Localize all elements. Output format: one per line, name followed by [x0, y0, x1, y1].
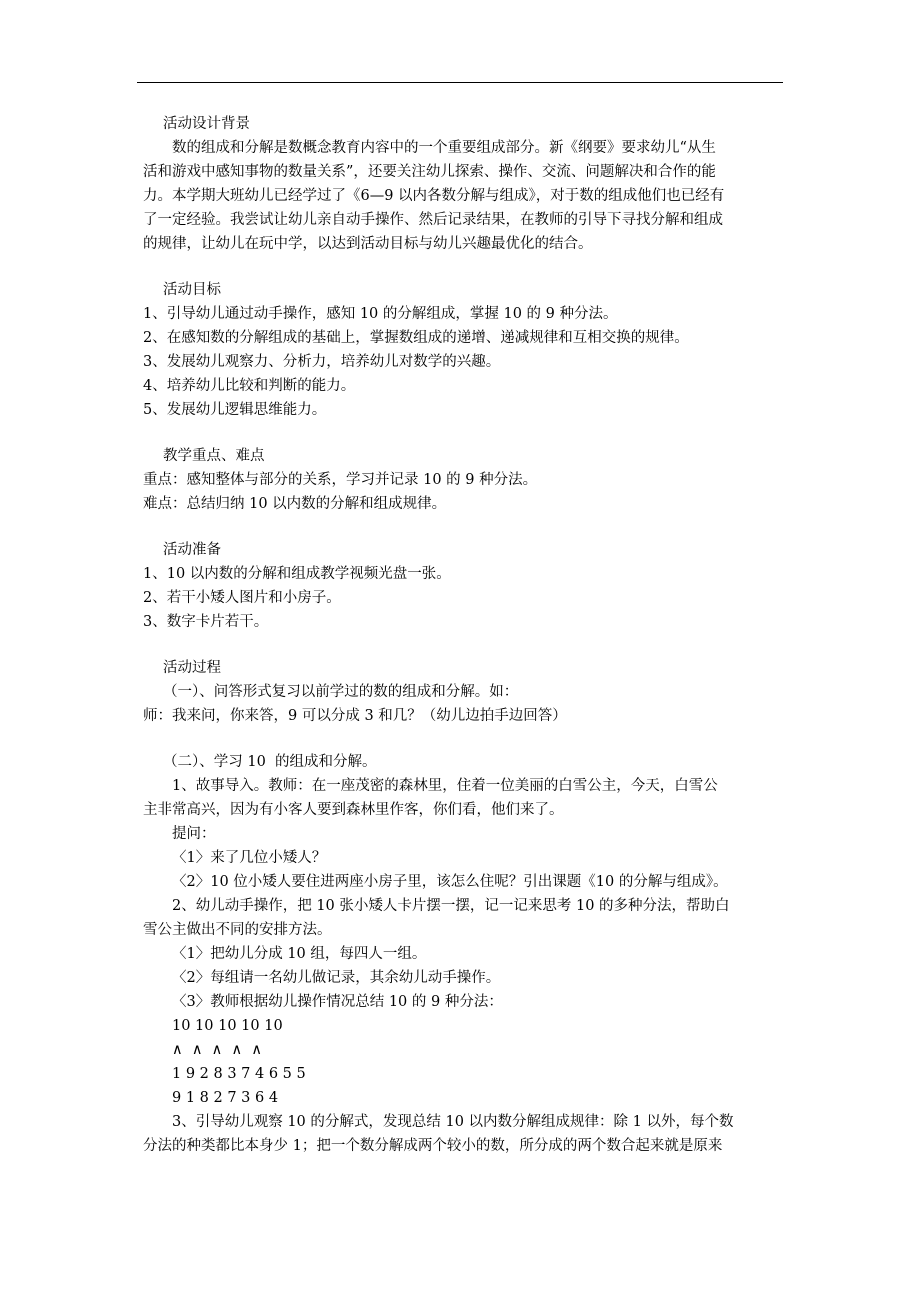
decomposition-line: ∧ ∧ ∧ ∧ ∧ [172, 1042, 262, 1058]
header-rule [137, 82, 783, 83]
paragraph-line: 力。本学期大班幼儿已经学过了《6—9 以内各数分解与组成》，对于数的组成他们也已经有 [143, 188, 725, 204]
process-part2-title: （二）、学习 10 的组成和分解。 [163, 754, 377, 770]
step2-item: 〈1〉把幼儿分成 10 组，每四人一组。 [172, 946, 427, 962]
section-heading-background: 活动设计背景 [163, 116, 250, 132]
step1-line: 主非常高兴，因为有小客人要到森林里作客，你们看，他们来了。 [143, 802, 564, 818]
step2-line: 2、幼儿动手操作，把 10 张小矮人卡片摆一摆，记一记来思考 10 的多种分法，帮助白 [172, 898, 730, 914]
goal-item: 3、发展幼儿观察力、分析力，培养幼儿对数学的兴趣。 [143, 354, 501, 370]
section-heading-preparation: 活动准备 [163, 542, 221, 558]
decomposition-line: 10 10 10 10 10 [172, 1018, 283, 1034]
step2-item: 〈2〉每组请一名幼儿做记录，其余幼儿动手操作。 [172, 970, 501, 986]
paragraph-line: 的规律，让幼儿在玩中学，以达到活动目标与幼儿兴趣最优化的结合。 [143, 236, 593, 252]
step2-item: 〈3〉教师根据幼儿操作情况总结 10 的 9 种分法： [172, 994, 503, 1010]
goal-item: 5、发展幼儿逻辑思维能力。 [143, 402, 327, 418]
process-part1-line: 师：我来问，你来答，9 可以分成 3 和几？（幼儿边拍手边回答） [143, 708, 567, 724]
decomposition-line: 1 9 2 8 3 7 4 6 5 5 [172, 1066, 306, 1082]
key-point-item: 难点：总结归纳 10 以内数的分解和组成规律。 [143, 496, 447, 512]
key-point-item: 重点：感知整体与部分的关系，学习并记录 10 的 9 种分法。 [143, 472, 538, 488]
goal-item: 2、在感知数的分解组成的基础上，掌握数组成的递增、递减规律和互相交换的规律。 [143, 330, 689, 346]
process-part1-title: （一）、问答形式复习以前学过的数的组成和分解。如： [163, 684, 519, 700]
document-body [143, 112, 793, 1158]
ask-item: 〈1〉来了几位小矮人？ [172, 850, 327, 866]
step3-line: 3、引导幼儿观察 10 的分解式，发现总结 10 以内数分解组成规律：除 1 以外，每个数 [172, 1114, 734, 1130]
goal-item: 1、引导幼儿通过动手操作，感知 10 的分解组成，掌握 10 的 9 种分法。 [143, 306, 618, 322]
preparation-item: 3、数字卡片若干。 [143, 614, 269, 630]
ask-item: 〈2〉10 位小矮人要住进两座小房子里，该怎么住呢？引出课题《10 的分解与组成》。 [172, 874, 728, 890]
section-heading-process: 活动过程 [163, 660, 221, 676]
step2-line: 雪公主做出不同的安排方法。 [143, 922, 332, 938]
section-heading-goals: 活动目标 [163, 282, 221, 298]
paragraph-line: 活和游戏中感知事物的数量关系”，还要关注幼儿探索、操作、交流、问题解决和合作的能 [143, 164, 716, 180]
preparation-item: 2、若干小矮人图片和小房子。 [143, 590, 341, 606]
paragraph-line: 数的组成和分解是数概念教育内容中的一个重要组成部分。新《纲要》要求幼儿“从生 [172, 140, 716, 156]
step1-line: 1、故事导入。教师：在一座茂密的森林里，住着一位美丽的白雪公主，今天，白雪公 [172, 778, 718, 794]
preparation-item: 1、10 以内数的分解和组成教学视频光盘一张。 [143, 566, 451, 582]
decomposition-line: 9 1 8 2 7 3 6 4 [172, 1090, 279, 1106]
step3-line: 分法的种类都比本身少 1；把一个数分解成两个较小的数，所分成的两个数合起来就是原来 [143, 1138, 723, 1154]
goal-item: 4、培养幼儿比较和判断的能力。 [143, 378, 356, 394]
paragraph-line: 了一定经验。我尝试让幼儿亲自动手操作、然后记录结果，在教师的引导下寻找分解和组成 [143, 212, 723, 228]
section-heading-key-points: 教学重点、难点 [163, 448, 265, 464]
ask-label: 提问： [172, 826, 216, 842]
